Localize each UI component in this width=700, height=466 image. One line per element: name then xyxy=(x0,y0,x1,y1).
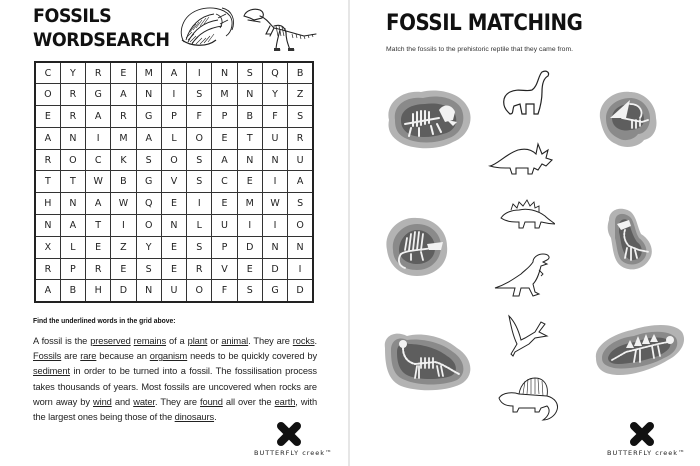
grid-cell[interactable]: A xyxy=(136,127,161,149)
grid-cell[interactable]: T xyxy=(60,171,85,193)
grid-cell[interactable]: R xyxy=(288,127,313,149)
grid-cell[interactable]: I xyxy=(86,127,111,149)
grid-cell[interactable]: R xyxy=(111,106,136,128)
grid-cell[interactable]: I xyxy=(187,62,212,84)
dimetrodon-outline-icon[interactable] xyxy=(497,376,561,424)
grid-cell[interactable]: P xyxy=(212,106,237,128)
grid-cell[interactable]: R xyxy=(35,258,60,280)
grid-cell[interactable]: H xyxy=(86,280,111,302)
grid-cell[interactable]: R xyxy=(35,149,60,171)
grid-cell[interactable]: E xyxy=(161,236,186,258)
grid-cell[interactable]: I xyxy=(262,171,287,193)
grid-cell[interactable]: V xyxy=(161,171,186,193)
paragraph-text: are xyxy=(61,351,81,362)
grid-row xyxy=(35,62,313,84)
grid-row xyxy=(35,106,313,128)
grid-cell[interactable]: N xyxy=(60,193,85,215)
grid-cell[interactable]: O xyxy=(60,149,85,171)
grid-cell[interactable]: M xyxy=(237,193,262,215)
grid-cell[interactable]: N xyxy=(262,149,287,171)
grid-cell[interactable]: A xyxy=(35,280,60,302)
grid-cell[interactable]: R xyxy=(86,258,111,280)
grid-cell[interactable]: S xyxy=(288,106,313,128)
grid-cell[interactable]: Y xyxy=(60,62,85,84)
grid-cell[interactable]: W xyxy=(262,193,287,215)
grid-cell[interactable]: T xyxy=(35,171,60,193)
paragraph-text: all over the xyxy=(222,396,275,407)
grid-cell[interactable]: S xyxy=(187,236,212,258)
grid-cell[interactable]: Z xyxy=(111,236,136,258)
grid-cell[interactable]: F xyxy=(212,280,237,302)
grid-cell[interactable]: G xyxy=(262,280,287,302)
brachiosaurus-outline-icon[interactable] xyxy=(500,68,552,118)
grid-cell[interactable]: T xyxy=(86,215,111,237)
underlined-word: Fossils xyxy=(33,351,62,362)
grid-cell[interactable]: M xyxy=(111,127,136,149)
paragraph-text: A fossil is the xyxy=(33,336,91,346)
grid-cell[interactable]: C xyxy=(212,171,237,193)
grid-cell[interactable]: E xyxy=(161,193,186,215)
grid-cell[interactable]: N xyxy=(35,215,60,237)
underlined-word: found xyxy=(200,396,223,407)
paragraph-text: because an xyxy=(96,351,150,362)
grid-cell[interactable]: G xyxy=(136,106,161,128)
grid-cell[interactable]: I xyxy=(237,215,262,237)
grid-cell[interactable]: E xyxy=(237,171,262,193)
fossil-description-paragraph xyxy=(33,334,317,425)
grid-cell[interactable]: E xyxy=(161,258,186,280)
grid-cell[interactable]: I xyxy=(187,193,212,215)
grid-cell[interactable]: B xyxy=(60,280,85,302)
grid-cell[interactable]: S xyxy=(187,171,212,193)
grid-cell[interactable]: E xyxy=(86,236,111,258)
dimetrodon-fossil-icon[interactable] xyxy=(381,210,453,282)
grid-cell[interactable]: O xyxy=(187,280,212,302)
grid-cell[interactable]: R xyxy=(86,62,111,84)
grid-cell[interactable]: L xyxy=(161,127,186,149)
t-rex-skeleton-icon xyxy=(240,4,320,54)
grid-cell[interactable]: L xyxy=(187,215,212,237)
grid-cell[interactable]: G xyxy=(86,84,111,106)
grid-cell[interactable]: N xyxy=(212,62,237,84)
brand-name: BUTTERFLY creek™ xyxy=(607,449,686,457)
grid-cell[interactable]: E xyxy=(237,258,262,280)
grid-row xyxy=(35,215,313,237)
grid-cell[interactable]: N xyxy=(288,236,313,258)
grid-cell[interactable]: S xyxy=(136,149,161,171)
grid-row xyxy=(35,236,313,258)
grid-cell[interactable]: T xyxy=(237,127,262,149)
grid-cell[interactable]: Y xyxy=(136,236,161,258)
underlined-word: preserved xyxy=(90,336,131,346)
grid-cell[interactable]: O xyxy=(187,127,212,149)
butterfly-creek-logo xyxy=(254,421,333,457)
grid-cell[interactable]: R xyxy=(187,258,212,280)
grid-cell[interactable]: Q xyxy=(262,62,287,84)
grid-cell[interactable]: E xyxy=(35,106,60,128)
grid-cell[interactable]: A xyxy=(60,215,85,237)
grid-row xyxy=(35,127,313,149)
grid-cell[interactable]: R xyxy=(60,106,85,128)
grid-cell[interactable]: A xyxy=(288,171,313,193)
paragraph-text: of a xyxy=(166,336,188,346)
grid-cell[interactable]: F xyxy=(262,106,287,128)
paragraph-text: and xyxy=(111,396,134,407)
grid-cell[interactable]: M xyxy=(136,62,161,84)
grid-cell[interactable]: I xyxy=(288,258,313,280)
trilobite-fossil-icon xyxy=(176,2,238,48)
grid-cell[interactable]: D xyxy=(262,258,287,280)
grid-cell[interactable]: O xyxy=(35,84,60,106)
grid-cell[interactable]: P xyxy=(212,236,237,258)
grid-row xyxy=(35,258,313,280)
brand-name: BUTTERFLY creek™ xyxy=(254,449,333,457)
grid-cell[interactable]: A xyxy=(86,193,111,215)
triceratops-fossil-icon[interactable] xyxy=(383,84,475,154)
grid-cell[interactable]: S xyxy=(187,84,212,106)
grid-cell[interactable]: A xyxy=(111,84,136,106)
grid-cell[interactable]: B xyxy=(288,62,313,84)
grid-cell[interactable]: U xyxy=(288,149,313,171)
grid-cell[interactable]: U xyxy=(212,215,237,237)
grid-cell[interactable]: N xyxy=(136,84,161,106)
grid-cell[interactable]: I xyxy=(111,215,136,237)
grid-cell[interactable]: I xyxy=(161,84,186,106)
paragraph-text: or xyxy=(207,336,222,346)
grid-cell[interactable]: E xyxy=(111,62,136,84)
grid-cell[interactable]: D xyxy=(111,280,136,302)
underlined-word: plant xyxy=(187,336,208,346)
pterodactyl-outline-icon[interactable] xyxy=(505,314,551,358)
grid-cell[interactable]: C xyxy=(35,62,60,84)
grid-cell[interactable]: O xyxy=(161,149,186,171)
paragraph-text: in order to be turned into a fossil. The fossilisation process takes thousands of years. Most fossils are uncovered when rocks are worn away by xyxy=(33,366,317,407)
grid-cell[interactable]: S xyxy=(187,149,212,171)
fossil-matching-title: FOSSIL MATCHING xyxy=(386,11,583,36)
grid-cell[interactable]: D xyxy=(237,236,262,258)
grid-cell[interactable]: N xyxy=(237,84,262,106)
grid-row xyxy=(35,84,313,106)
grid-cell[interactable]: W xyxy=(86,171,111,193)
paragraph-text: needs to be quickly covered by xyxy=(187,351,317,362)
grid-cell[interactable]: O xyxy=(136,215,161,237)
underlined-word: earth xyxy=(274,396,296,407)
grid-cell[interactable]: K xyxy=(111,149,136,171)
grid-cell[interactable]: S xyxy=(288,193,313,215)
paragraph-text: . They are xyxy=(154,396,201,407)
butterfly-creek-logo-right xyxy=(607,421,686,457)
grid-cell[interactable]: C xyxy=(86,149,111,171)
grid-cell[interactable]: F xyxy=(187,106,212,128)
grid-cell[interactable]: A xyxy=(212,149,237,171)
grid-cell[interactable]: N xyxy=(60,127,85,149)
grid-cell[interactable]: U xyxy=(262,127,287,149)
grid-cell[interactable]: V xyxy=(212,258,237,280)
grid-cell[interactable]: P xyxy=(60,258,85,280)
grid-cell[interactable]: A xyxy=(161,62,186,84)
wordsearch-title xyxy=(33,4,169,52)
grid-cell[interactable]: W xyxy=(111,193,136,215)
underlined-word: water xyxy=(133,396,155,407)
grid-cell[interactable]: B xyxy=(237,106,262,128)
grid-row xyxy=(35,280,313,302)
underlined-word: wind xyxy=(93,396,112,407)
grid-cell[interactable]: S xyxy=(237,62,262,84)
grid-row xyxy=(35,149,313,171)
underlined-word: animal xyxy=(221,336,249,346)
grid-cell[interactable]: R xyxy=(60,84,85,106)
grid-cell[interactable]: E xyxy=(212,127,237,149)
grid-cell[interactable]: D xyxy=(288,280,313,302)
t-rex-outline-icon[interactable] xyxy=(493,252,551,298)
underlined-word: remains xyxy=(133,336,167,346)
grid-cell[interactable]: E xyxy=(111,258,136,280)
paragraph-text: . xyxy=(214,412,217,423)
grid-cell[interactable]: P xyxy=(161,106,186,128)
underlined-word: organism xyxy=(149,351,188,362)
triceratops-outline-icon[interactable] xyxy=(488,136,554,176)
wordsearch-grid xyxy=(34,61,314,303)
title-line-2: WORDSEARCH xyxy=(33,29,170,51)
grid-cell[interactable]: N xyxy=(136,280,161,302)
underlined-word: sediment xyxy=(33,366,70,377)
grid-cell[interactable]: X xyxy=(35,236,60,258)
wordsearch-page xyxy=(0,0,349,466)
title-line-1: FOSSILS xyxy=(33,5,112,27)
t-rex-fossil-icon[interactable] xyxy=(603,204,655,274)
pterodactyl-fossil-icon[interactable] xyxy=(596,88,660,152)
brachiosaurus-fossil-icon[interactable] xyxy=(381,330,475,394)
underlined-word: rocks xyxy=(292,336,315,346)
instructions-heading: Find the underlined words in the grid above: xyxy=(33,316,176,325)
grid-cell[interactable]: S xyxy=(237,280,262,302)
grid-cell[interactable]: O xyxy=(288,215,313,237)
grid-row xyxy=(35,171,313,193)
butterfly-x-icon xyxy=(276,421,302,447)
grid-cell[interactable]: B xyxy=(111,171,136,193)
underlined-word: dinosaurs xyxy=(174,412,215,423)
paragraph-text: . xyxy=(314,336,317,346)
butterfly-x-icon xyxy=(629,421,655,447)
grid-cell[interactable]: H xyxy=(35,193,60,215)
grid-cell[interactable]: Z xyxy=(288,84,313,106)
grid-cell[interactable]: Y xyxy=(262,84,287,106)
grid-row xyxy=(35,193,313,215)
grid-cell[interactable]: U xyxy=(161,280,186,302)
grid-cell[interactable]: L xyxy=(60,236,85,258)
grid-cell[interactable]: G xyxy=(136,171,161,193)
grid-cell[interactable]: N xyxy=(262,236,287,258)
fossil-matching-subtitle: Match the fossils to the prehistoric reptile that they came from. xyxy=(386,46,573,53)
grid-cell[interactable]: M xyxy=(212,84,237,106)
grid-cell[interactable]: N xyxy=(237,149,262,171)
grid-cell[interactable]: S xyxy=(136,258,161,280)
underlined-word: rare xyxy=(80,351,97,362)
paragraph-text: , with the largest ones being those of the xyxy=(33,396,318,423)
paragraph-text: . They are xyxy=(248,336,293,346)
grid-cell[interactable]: A xyxy=(35,127,60,149)
stegosaurus-fossil-icon[interactable] xyxy=(592,318,686,382)
stegosaurus-outline-icon[interactable] xyxy=(497,196,555,230)
grid-cell[interactable]: N xyxy=(161,215,186,237)
grid-cell[interactable]: Q xyxy=(136,193,161,215)
grid-cell[interactable]: E xyxy=(212,193,237,215)
grid-cell[interactable]: I xyxy=(262,215,287,237)
grid-cell[interactable]: A xyxy=(86,106,111,128)
